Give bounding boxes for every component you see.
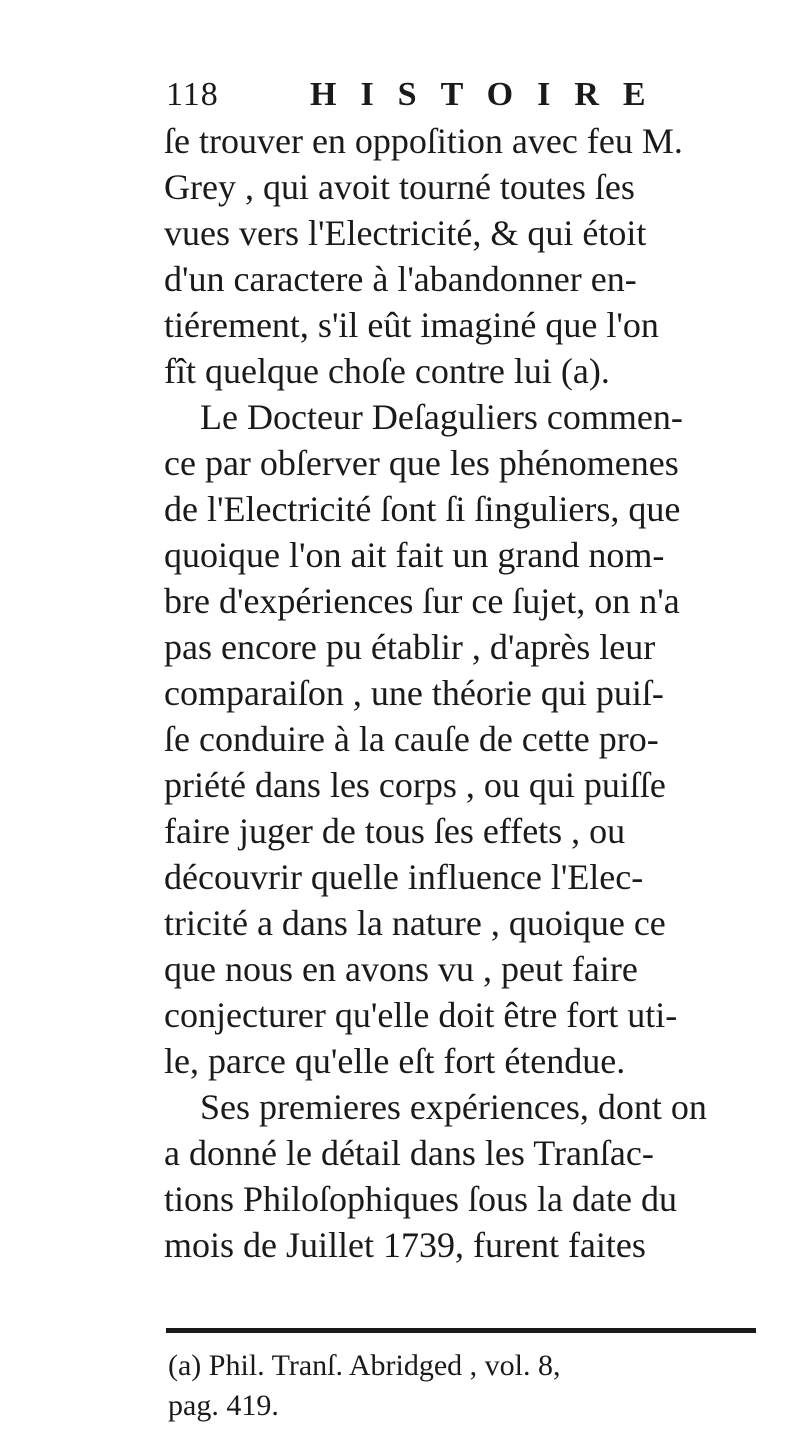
text-line: tions Philoſophiques ſous la date du: [164, 1179, 677, 1219]
footnote-line: (a) Phil. Tranſ. Abridged , vol. 8,: [168, 1349, 561, 1382]
running-title: HISTOIRE: [310, 76, 670, 113]
text-line: faire juger de tous ſes effets , ou: [164, 811, 626, 851]
text-line: ſe trouver en oppoſition avec feu M.: [164, 121, 683, 161]
text-line: priété dans les corps , ou qui puiſſe: [164, 765, 666, 805]
text-line: quoique l'on ait fait un grand nom-: [164, 535, 665, 575]
text-line: découvrir quelle influence l'Elec-: [164, 857, 644, 897]
text-line: fît quelque choſe contre lui (a).: [164, 351, 610, 391]
text-line: d'un caractere à l'abandonner en-: [164, 259, 637, 299]
text-line: ſe conduire à la cauſe de cette pro-: [164, 719, 659, 759]
text-line: comparaiſon , une théorie qui puiſ-: [164, 673, 664, 713]
footnote-rule: [166, 1328, 756, 1333]
text-line: de l'Electricité ſont ſi ſinguliers, que: [164, 489, 681, 529]
text-line: le, parce qu'elle eſt fort étendue.: [164, 1041, 626, 1081]
text-line: Ses premieres expériences, dont on: [164, 1087, 707, 1127]
footnote-line: pag. 419.: [168, 1389, 279, 1422]
text-line: tricité a dans la nature , quoique ce: [164, 903, 666, 943]
footnote: [168, 1346, 758, 1426]
text-line: vues vers l'Electricité, & qui étoit: [164, 213, 647, 253]
text-line: ce par obſerver que les phénomenes: [164, 443, 679, 483]
body-text: [164, 118, 754, 1268]
text-line: mois de Juillet 1739, furent faites: [164, 1225, 646, 1265]
text-line: a donné le détail dans les Tranſac-: [164, 1133, 654, 1173]
text-line: que nous en avons vu , peut faire: [164, 949, 638, 989]
text-line: bre d'expériences ſur ce ſujet, on n'a: [164, 581, 680, 621]
text-line: conjecturer qu'elle doit être fort uti-: [164, 995, 678, 1035]
text-line: Le Docteur Deſaguliers commen-: [164, 397, 683, 437]
text-line: pas encore pu établir , d'après leur: [164, 627, 656, 667]
page-header: [166, 76, 726, 124]
page-number: 118: [166, 76, 219, 113]
text-line: Grey , qui avoit tourné toutes ſes: [164, 167, 635, 207]
text-line: tiérement, s'il eût imaginé que l'on: [164, 305, 659, 345]
